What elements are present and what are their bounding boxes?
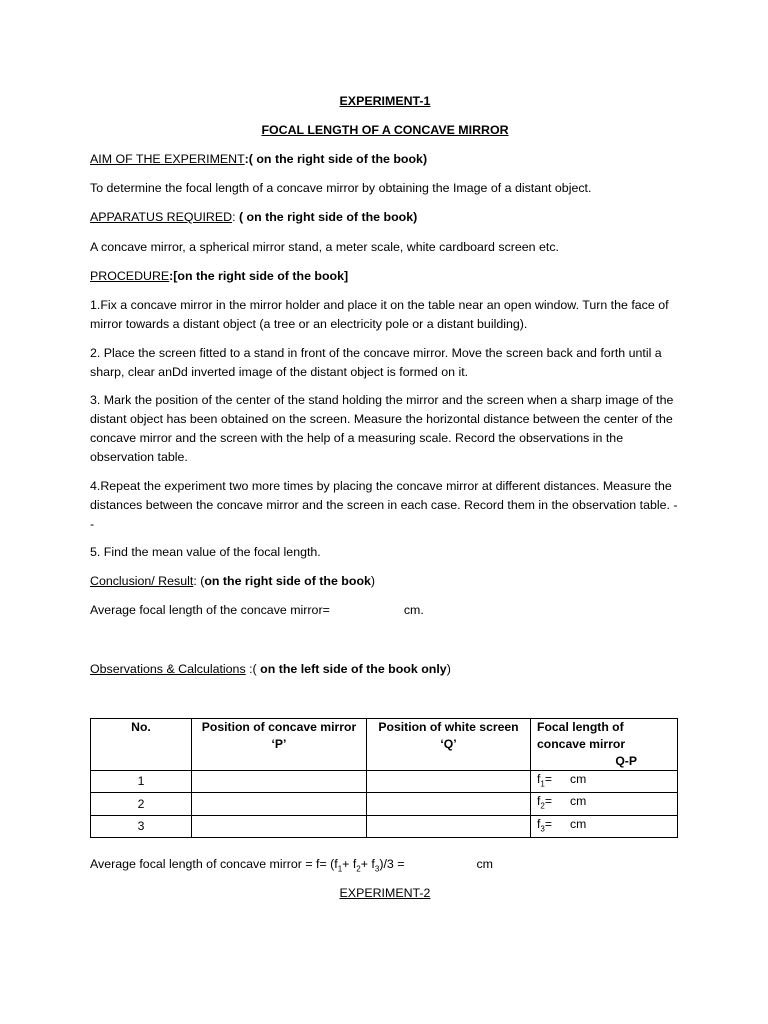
apparatus-text: A concave mirror, a spherical mirror stand, a meter scale, white cardboard screen etc.	[90, 240, 559, 254]
average-text: Average focal length of concave mirror = f= (f	[90, 857, 338, 871]
focal-subscript: 3	[540, 824, 545, 834]
conclusion-heading	[90, 572, 680, 591]
conclusion-line	[90, 601, 680, 620]
cell-screen-position	[367, 815, 531, 837]
focal-unit: cm	[569, 772, 587, 786]
focal-subscript: 2	[540, 801, 545, 811]
procedure-label: PROCEDURE	[90, 269, 170, 283]
cell-focal-length	[531, 771, 678, 793]
conclusion-sep: : (	[193, 574, 205, 588]
apparatus-label: APPARATUS REQUIRED	[90, 210, 233, 224]
average-sub-3: 3	[374, 864, 380, 874]
conclusion-note: on the right side of the book	[204, 574, 371, 588]
cell-focal-length	[531, 793, 678, 815]
average-sub-1: 1	[337, 864, 343, 874]
observations-note: on the left side of the book only	[260, 662, 447, 676]
procedure-step-2: 2. Place the screen fitted to a stand in front of the concave mirror. Move the screen back and forth until a sharp, clear anDd inverted image of the distant object is formed on it.	[90, 346, 662, 379]
observations-close: )	[446, 662, 451, 676]
procedure-note: :[on the right side of the book]	[169, 269, 349, 283]
header-focal-length-label: Focal length of concave mirror	[537, 720, 626, 751]
procedure-heading	[90, 267, 680, 286]
conclusion-unit: cm.	[403, 603, 424, 617]
cell-no: 2	[91, 793, 192, 815]
procedure-step-3: 3. Mark the position of the center of the stand holding the mirror and the screen when a sharp image of the distant object has been obtained on the screen. Measure the horizontal distance between the center of the concave mirror and the screen with the help of a measuring scale. Record the observations in the observation table.	[90, 393, 674, 464]
next-experiment-title: EXPERIMENT-2	[339, 886, 431, 900]
aim-text: To determine the focal length of a concave mirror by obtaining the Image of a distant object.	[90, 181, 592, 195]
table-row	[91, 793, 678, 815]
cell-focal-length	[531, 815, 678, 837]
aim-heading	[90, 150, 680, 169]
average-unit: cm	[476, 857, 493, 871]
cell-no: 3	[91, 815, 192, 837]
apparatus-heading	[90, 208, 680, 227]
focal-equals: =	[544, 772, 552, 786]
focal-unit: cm	[569, 794, 587, 809]
conclusion-label: Conclusion/ Result	[90, 574, 194, 588]
apparatus-note: ( on the right side of the book)	[238, 210, 418, 224]
cell-no: 1	[91, 771, 192, 793]
focal-equals: =	[544, 794, 552, 809]
average-sub-2: 2	[356, 864, 361, 874]
table-row	[91, 771, 678, 793]
observations-label: Observations & Calculations	[90, 662, 246, 676]
procedure-step-5: 5. Find the mean value of the focal length.	[90, 545, 321, 559]
average-formula	[90, 855, 680, 878]
table-header-row	[91, 719, 678, 771]
observations-heading	[90, 660, 680, 679]
average-plus-2: + f	[360, 857, 375, 871]
header-screen-position: Position of white screen ‘Q’	[367, 719, 531, 771]
cell-mirror-position	[192, 771, 367, 793]
table-row	[91, 815, 678, 837]
header-focal-length	[531, 719, 678, 771]
header-no: No.	[91, 719, 192, 771]
focal-subscript: 1	[540, 779, 545, 789]
average-plus-1: + f	[342, 857, 357, 871]
focal-symbol: f	[537, 772, 541, 786]
cell-mirror-position	[192, 815, 367, 837]
conclusion-close: )	[370, 574, 376, 588]
average-divide: )/3 =	[379, 857, 405, 871]
cell-screen-position	[367, 793, 531, 815]
header-mirror-position: Position of concave mirror ‘P’	[192, 719, 367, 771]
apparatus-sep: :	[232, 210, 239, 224]
focal-symbol: f	[537, 794, 541, 809]
cell-mirror-position	[192, 793, 367, 815]
procedure-step-1: 1.Fix a concave mirror in the mirror holder and place it on the table near an open window. Turn the face of mirror towards a distant object (a tree or an electricity pole or a distant building).	[90, 298, 669, 331]
procedure-step-4: 4.Repeat the experiment two more times by placing the concave mirror at different distances. Measure the distances between the concave mirror and the screen in each case. Record them in the observation table. --	[90, 479, 678, 531]
aim-label: AIM OF THE EXPERIMENT	[90, 152, 245, 166]
experiment-subtitle: FOCAL LENGTH OF A CONCAVE MIRROR	[261, 123, 509, 137]
observations-sep: :(	[245, 662, 261, 676]
experiment-title: EXPERIMENT-1	[339, 94, 431, 108]
header-focal-formula: Q-P	[615, 754, 637, 768]
focal-symbol: f	[537, 816, 541, 831]
aim-note: :( on the right side of the book)	[244, 152, 428, 166]
focal-equals: =	[544, 816, 552, 831]
focal-unit: cm	[569, 816, 587, 831]
cell-screen-position	[367, 771, 531, 793]
observation-table	[90, 718, 678, 838]
conclusion-text: Average focal length of the concave mirror=	[90, 603, 330, 617]
